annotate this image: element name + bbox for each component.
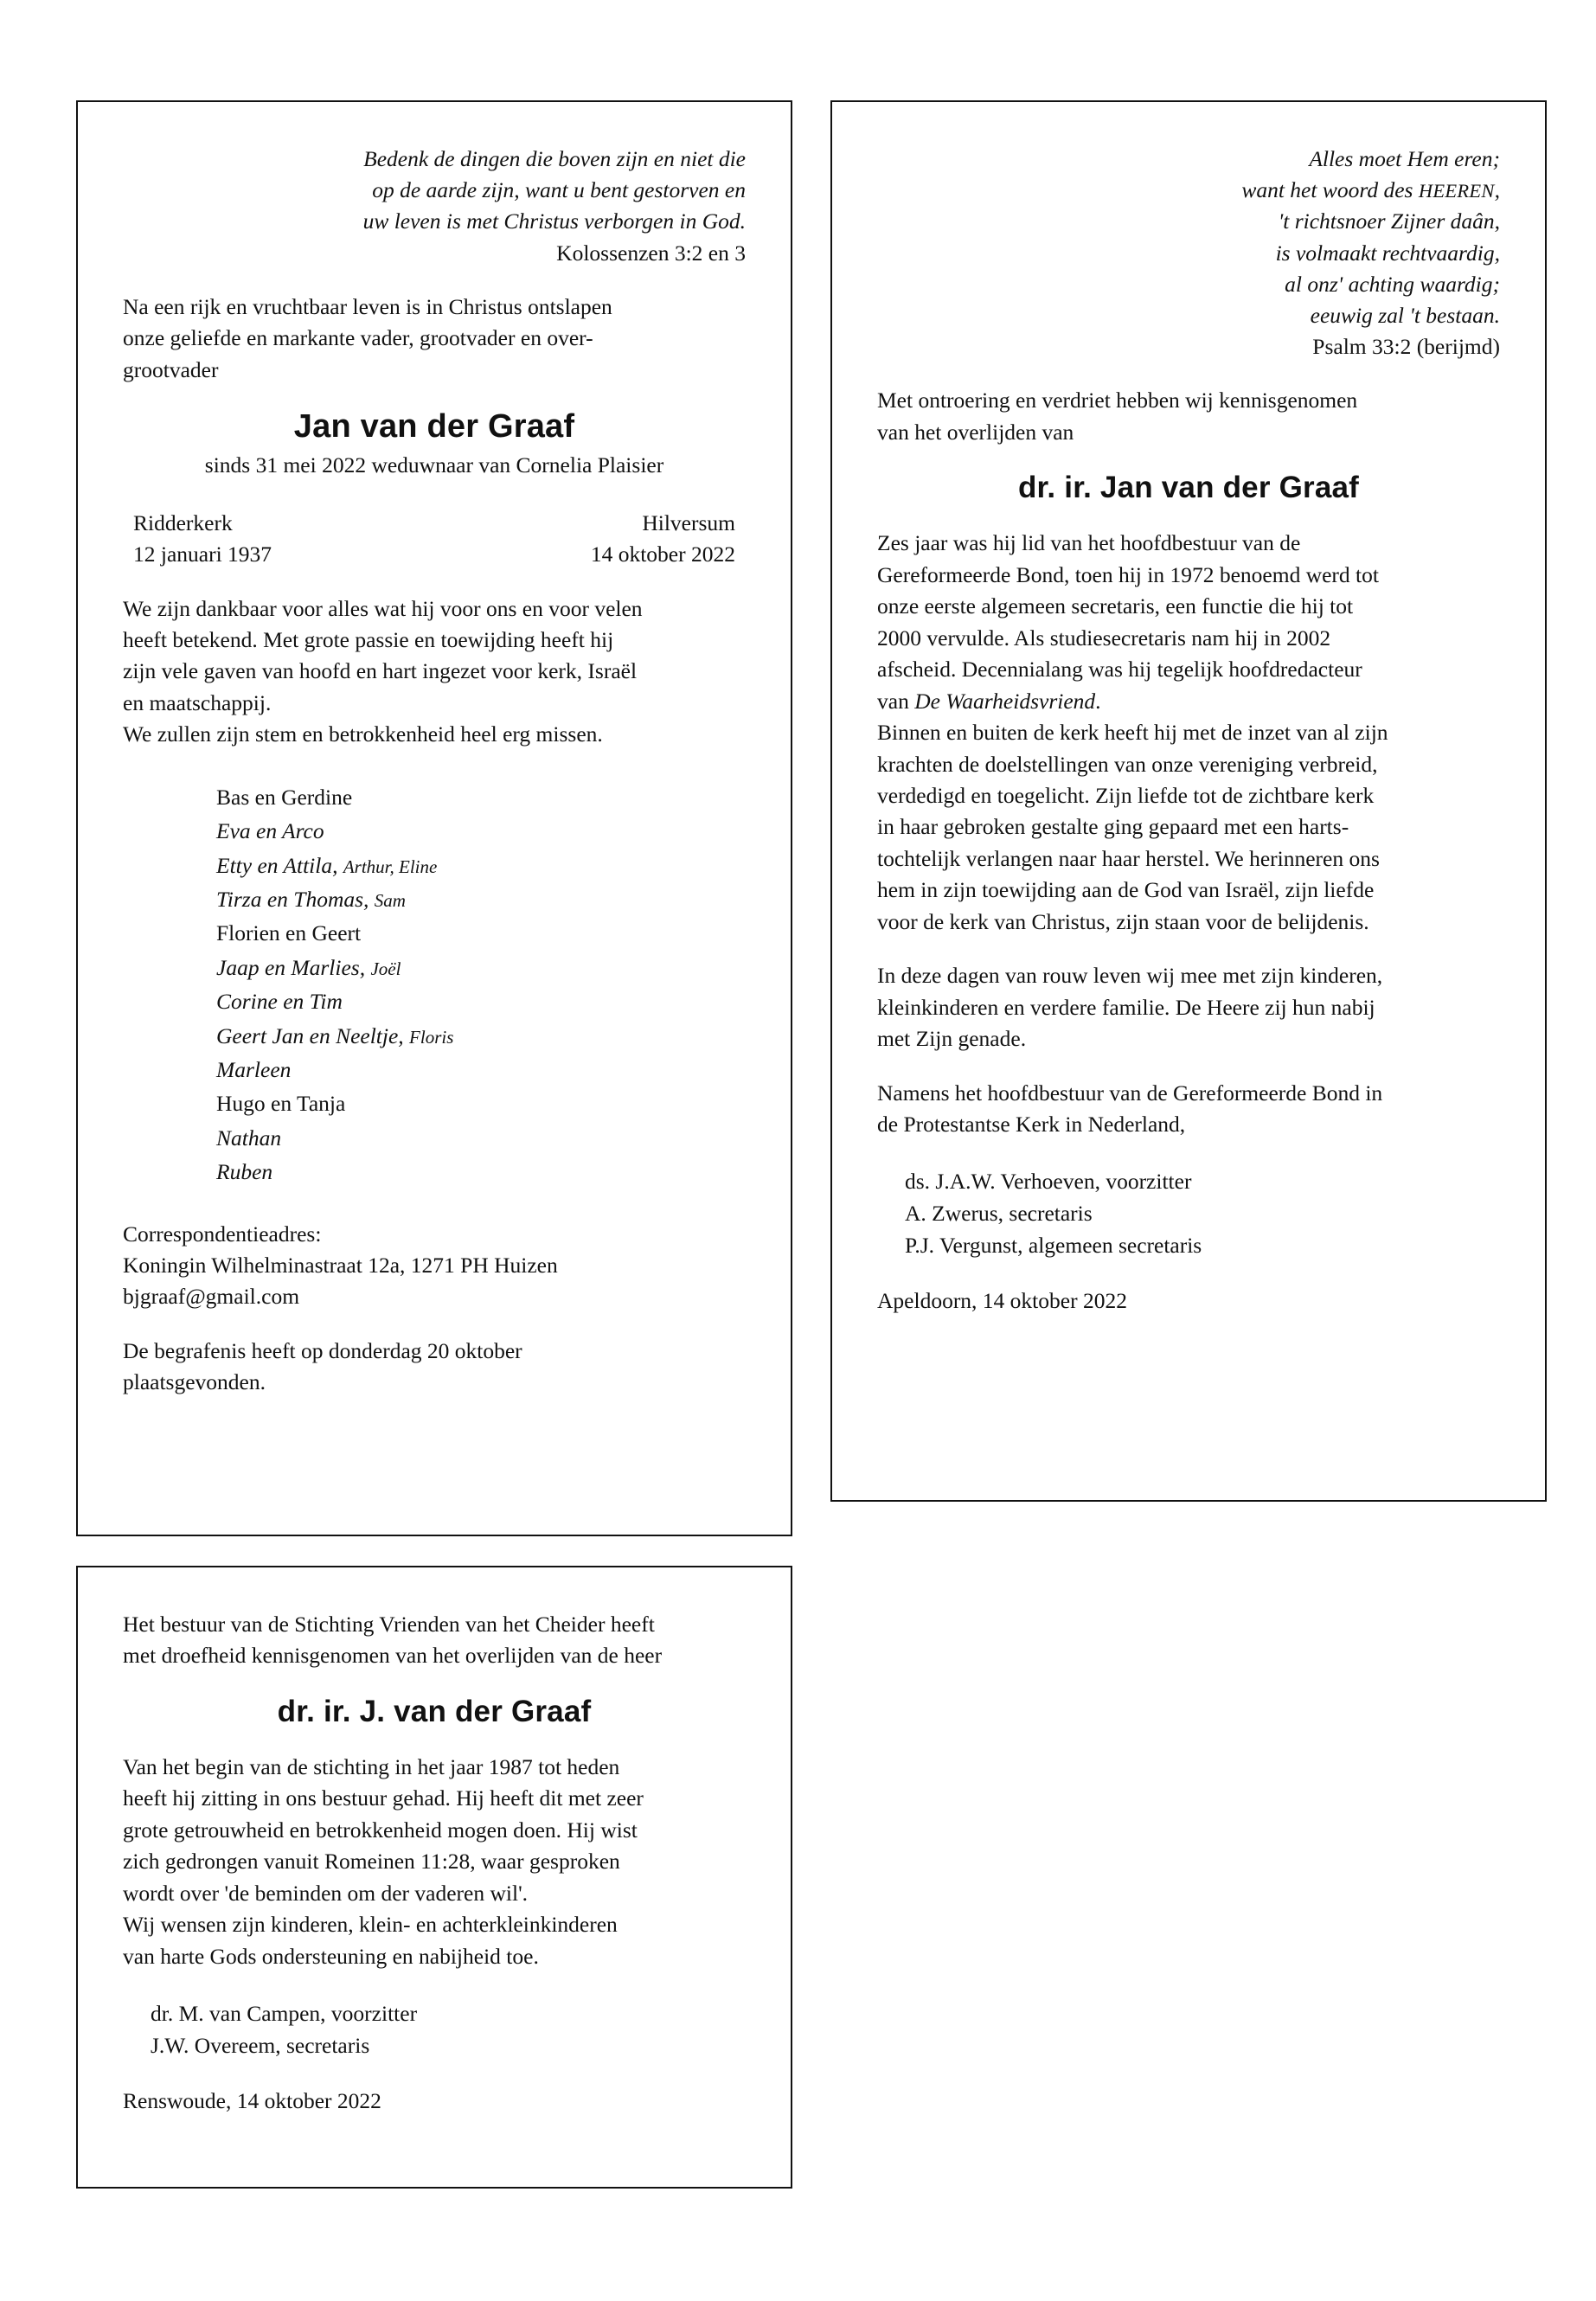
verse-line: uw leven is met Christus verborgen in God. xyxy=(362,208,746,234)
paragraph-line: verdedigd en toegelicht. Zijn liefde tot de zichtbare kerk xyxy=(877,782,1375,808)
birth-info xyxy=(133,508,272,570)
intro-line: van het overlijden van xyxy=(877,419,1074,445)
signatory: J.W. Overeem, secretaris xyxy=(151,2033,370,2059)
bond-paragraph-1 xyxy=(877,528,1500,717)
deceased-name-cheider: dr. ir. J. van der Graaf xyxy=(277,1694,592,1728)
verse-text-after: , xyxy=(1494,177,1500,203)
verse-line: 't richtsnoer Zijner daân, xyxy=(1278,208,1500,234)
tribute-line: zijn vele gaven van hoofd en hart ingezet voor kerk, Israël xyxy=(123,658,638,684)
verse-family xyxy=(123,144,746,269)
bond-place-date: Apeldoorn, 14 oktober 2022 xyxy=(877,1288,1127,1314)
bond-paragraph-2 xyxy=(877,717,1500,938)
paragraph-line: 2000 vervulde. Als studiesecretaris nam hij in 2002 xyxy=(877,625,1331,651)
list-item xyxy=(216,849,746,882)
paragraph-line: In deze dagen van rouw leven wij mee met zijn kinderen, xyxy=(877,963,1383,989)
verse-text-before: want het woord des xyxy=(1241,177,1419,203)
paragraph-line: wordt over 'de beminden om der vaderen wil'. xyxy=(123,1880,529,1906)
list-item xyxy=(216,1155,746,1189)
relative-main: Corine en Tim xyxy=(216,989,343,1015)
signatory: ds. J.A.W. Verhoeven, voorzitter xyxy=(905,1169,1192,1195)
paragraph-line: krachten de doelstellingen van onze vereniging verbreid, xyxy=(877,751,1378,777)
list-item xyxy=(216,1086,746,1120)
verse-reference: Kolossenzen 3:2 en 3 xyxy=(556,240,746,266)
relatives-list xyxy=(123,780,746,1189)
tribute-family xyxy=(123,593,746,751)
paragraph-line: tochtelijk verlangen naar haar herstel. We herinneren ons xyxy=(877,845,1380,871)
relative-main: Bas en Gerdine xyxy=(216,784,353,810)
obituary-card-family xyxy=(76,100,792,1536)
paragraph-line: Namens het hoofdbestuur van de Gereformeerde Bond in xyxy=(877,1080,1383,1106)
relative-main: Nathan xyxy=(216,1125,282,1150)
intro-line: Met ontroering en verdriet hebben wij kennisgenomen xyxy=(877,388,1358,413)
birth-date: 12 januari 1937 xyxy=(133,542,272,567)
tribute-line: We zullen zijn stem en betrokkenheid heel erg missen. xyxy=(123,721,603,747)
verse-line: Bedenk de dingen die boven zijn en niet die xyxy=(363,146,746,171)
funeral-line: De begrafenis heeft op donderdag 20 oktober xyxy=(123,1337,522,1363)
correspondence-address xyxy=(123,1219,746,1313)
verse-smallcaps-word: HEEREN xyxy=(1418,180,1495,202)
relative-main: Marleen xyxy=(216,1056,292,1082)
intro-line: onze geliefde en markante vader, grootvader en over- xyxy=(123,325,593,351)
intro-line: Na een rijk en vruchtbaar leven is in Christus ontslapen xyxy=(123,293,612,319)
paragraph-line: zich gedrongen vanuit Romeinen 11:28, waar gesproken xyxy=(123,1849,620,1875)
paragraph-line: Zes jaar was hij lid van het hoofdbestuur van de xyxy=(877,530,1301,556)
paragraph-line: grote getrouwheid en betrokkenheid mogen doen. Hij wist xyxy=(123,1817,638,1843)
relative-main: Ruben xyxy=(216,1159,273,1185)
paragraph-text: van xyxy=(877,688,915,714)
list-item xyxy=(216,882,746,916)
paragraph-line: Van het begin van de stichting in het jaar 1987 tot heden xyxy=(123,1753,620,1779)
bond-paragraph-3 xyxy=(877,960,1500,1054)
intro-cheider xyxy=(123,1609,746,1672)
paragraph-line: de Protestantse Kerk in Nederland, xyxy=(877,1112,1186,1138)
paragraph-line: heeft hij zitting in ons bestuur gehad. Hij heeft dit met zeer xyxy=(123,1785,644,1811)
paragraph-line xyxy=(877,686,1500,717)
verse-line: al onz' achting waardig; xyxy=(1285,271,1500,297)
birth-death-info xyxy=(123,508,746,570)
paragraph-line: met Zijn genade. xyxy=(877,1026,1027,1052)
cheider-signatories xyxy=(123,1998,746,2062)
verse-line: op de aarde zijn, want u bent gestorven en xyxy=(372,177,746,203)
paragraph-line: afscheid. Decennialang was hij tegelijk hoofdredacteur xyxy=(877,657,1362,683)
signatory: dr. M. van Campen, voorzitter xyxy=(151,2001,418,2027)
tribute-line: heeft betekend. Met grote passie en toewijding heeft hij xyxy=(123,627,614,653)
birth-place: Ridderkerk xyxy=(133,510,233,536)
cheider-body xyxy=(123,1752,746,1972)
verse-reference: Psalm 33:2 (berijmd) xyxy=(1312,334,1500,360)
contact-email: bjgraaf@gmail.com xyxy=(123,1284,300,1310)
bond-paragraph-4 xyxy=(877,1078,1500,1141)
relative-extra: Sam xyxy=(374,890,406,912)
paragraph-text: . xyxy=(1095,688,1101,714)
verse-line xyxy=(877,175,1500,206)
relative-main: Jaap en Marlies, xyxy=(216,954,366,980)
intro-line: grootvader xyxy=(123,356,219,382)
deceased-subname: sinds 31 mei 2022 weduwnaar van Cornelia Plaisier xyxy=(204,452,664,478)
list-item xyxy=(216,984,746,1018)
signatory: P.J. Vergunst, algemeen secretaris xyxy=(905,1233,1202,1259)
paragraph-line: voor de kerk van Christus, zijn staan voor de belijdenis. xyxy=(877,908,1369,934)
bond-signatories xyxy=(877,1166,1500,1262)
obituary-card-bond xyxy=(830,100,1547,1502)
funeral-note xyxy=(123,1336,746,1399)
list-item xyxy=(216,1053,746,1086)
relative-extra: Arthur, Eline xyxy=(343,856,438,877)
paragraph-line: in haar gebroken gestalte ging gepaard met een harts- xyxy=(877,814,1349,840)
funeral-line: plaatsgevonden. xyxy=(123,1369,266,1395)
death-info xyxy=(591,508,735,570)
intro-line: met droefheid kennisgenomen van het overlijden van de heer xyxy=(123,1643,663,1669)
tribute-line: We zijn dankbaar voor alles wat hij voor ons en voor velen xyxy=(123,595,643,621)
verse-line: eeuwig zal 't bestaan. xyxy=(1310,303,1500,329)
obituary-card-cheider xyxy=(76,1566,792,2189)
paragraph-line: kleinkinderen en verdere familie. De Heere zij hun nabij xyxy=(877,994,1375,1020)
list-item xyxy=(216,780,746,814)
list-item xyxy=(216,916,746,950)
list-item xyxy=(216,1019,746,1053)
publication-title: De Waarheidsvriend xyxy=(914,688,1096,714)
tribute-line: en maatschappij. xyxy=(123,689,272,715)
deceased-name-bond: dr. ir. Jan van der Graaf xyxy=(1017,471,1360,505)
verse-bond xyxy=(877,144,1500,362)
contact-line: Koningin Wilhelminastraat 12a, 1271 PH Huizen xyxy=(123,1252,558,1278)
verse-line: Alles moet Hem eren; xyxy=(1309,146,1500,171)
paragraph-line: Wij wensen zijn kinderen, klein- en achterkleinkinderen xyxy=(123,1912,618,1938)
paragraph-line: van harte Gods ondersteuning en nabijheid toe. xyxy=(123,1943,539,1969)
list-item xyxy=(216,951,746,984)
paragraph-line: onze eerste algemeen secretaris, een functie die hij tot xyxy=(877,593,1354,619)
contact-line: Correspondentieadres: xyxy=(123,1221,322,1247)
verse-line: is volmaakt rechtvaardig, xyxy=(1275,240,1500,266)
relative-main: Tirza en Thomas, xyxy=(216,887,369,913)
deceased-name-family: Jan van der Graaf xyxy=(293,408,575,445)
relative-main: Etty en Attila, xyxy=(216,852,338,878)
cheider-place-date: Renswoude, 14 oktober 2022 xyxy=(123,2088,381,2114)
intro-bond xyxy=(877,385,1500,448)
death-date: 14 oktober 2022 xyxy=(590,542,735,567)
signatory: A. Zwerus, secretaris xyxy=(905,1201,1093,1227)
relative-main: Eva en Arco xyxy=(216,818,324,844)
intro-family xyxy=(123,292,746,386)
paragraph-line: Gereformeerde Bond, toen hij in 1972 benoemd werd tot xyxy=(877,561,1379,587)
list-item xyxy=(216,814,746,848)
intro-line: Het bestuur van de Stichting Vrienden van het Cheider heeft xyxy=(123,1612,655,1637)
relative-main: Geert Jan en Neeltje, xyxy=(216,1022,404,1048)
relative-extra: Floris xyxy=(409,1026,454,1048)
paragraph-line: hem in zijn toewijding aan de God van Israël, zijn liefde xyxy=(877,877,1375,903)
relative-extra: Joël xyxy=(370,958,401,979)
death-place: Hilversum xyxy=(642,510,735,536)
paragraph-line: Binnen en buiten de kerk heeft hij met de inzet van al zijn xyxy=(877,720,1388,746)
relative-main: Hugo en Tanja xyxy=(216,1091,346,1117)
relative-main: Florien en Geert xyxy=(216,920,362,946)
list-item xyxy=(216,1121,746,1155)
